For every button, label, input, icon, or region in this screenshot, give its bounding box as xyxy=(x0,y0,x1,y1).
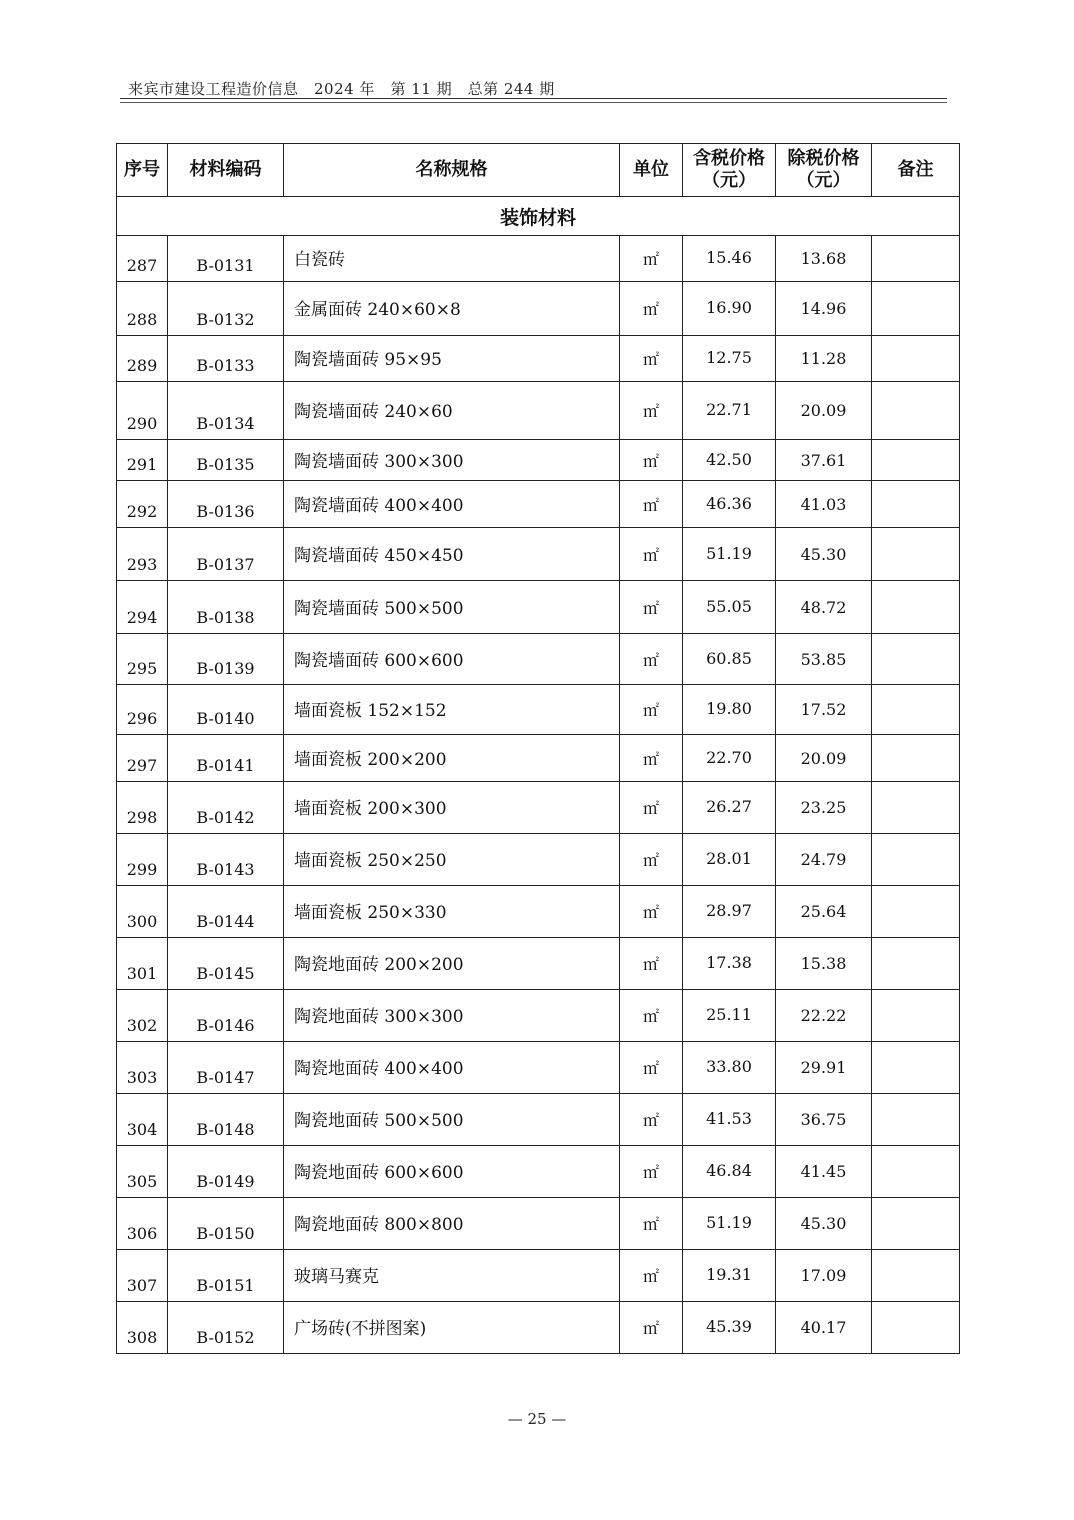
cell-seq: 302 xyxy=(117,990,168,1042)
cell-seq: 295 xyxy=(117,634,168,685)
header-code: 材料编码 xyxy=(168,144,284,197)
cell-seq: 292 xyxy=(117,481,168,528)
cell-tax-price: 19.31 xyxy=(683,1250,776,1302)
cell-notax-price: 25.64 xyxy=(776,886,872,938)
cell-name: 墙面瓷板 250×250 xyxy=(284,834,620,886)
cell-name: 陶瓷墙面砖 400×400 xyxy=(284,481,620,528)
cell-tax-price: 15.46 xyxy=(683,236,776,282)
cell-note xyxy=(872,1146,960,1198)
cell-name: 陶瓷地面砖 400×400 xyxy=(284,1042,620,1094)
cell-name: 陶瓷地面砖 300×300 xyxy=(284,990,620,1042)
cell-unit: ㎡ xyxy=(620,834,683,886)
table-row xyxy=(117,282,960,336)
table-row xyxy=(117,1042,960,1094)
cell-name: 陶瓷地面砖 600×600 xyxy=(284,1146,620,1198)
cell-notax-price: 36.75 xyxy=(776,1094,872,1146)
cell-unit: ㎡ xyxy=(620,685,683,735)
cell-code: B-0141 xyxy=(168,735,284,782)
header-notax-price xyxy=(776,144,872,197)
header-rule-thick xyxy=(120,98,947,99)
cell-unit: ㎡ xyxy=(620,782,683,834)
cell-notax-price: 48.72 xyxy=(776,581,872,634)
cell-name: 白瓷砖 xyxy=(284,236,620,282)
cell-code: B-0139 xyxy=(168,634,284,685)
table-row xyxy=(117,1302,960,1354)
cell-note xyxy=(872,481,960,528)
cell-note xyxy=(872,1042,960,1094)
cell-name: 陶瓷地面砖 200×200 xyxy=(284,938,620,990)
cell-unit: ㎡ xyxy=(620,481,683,528)
cell-code: B-0145 xyxy=(168,938,284,990)
cell-seq: 307 xyxy=(117,1250,168,1302)
cell-code: B-0150 xyxy=(168,1198,284,1250)
cell-name: 金属面砖 240×60×8 xyxy=(284,282,620,336)
cell-code: B-0146 xyxy=(168,990,284,1042)
table-row xyxy=(117,634,960,685)
header-seq: 序号 xyxy=(117,144,168,197)
cell-note xyxy=(872,1250,960,1302)
cell-tax-price: 42.50 xyxy=(683,440,776,481)
header-notax-price-line2: （元） xyxy=(796,170,851,191)
cell-name: 墙面瓷板 200×300 xyxy=(284,782,620,834)
cell-notax-price: 29.91 xyxy=(776,1042,872,1094)
table-row xyxy=(117,1250,960,1302)
cell-note xyxy=(872,282,960,336)
table-row xyxy=(117,336,960,382)
cell-code: B-0138 xyxy=(168,581,284,634)
cell-tax-price: 46.84 xyxy=(683,1146,776,1198)
cell-seq: 287 xyxy=(117,236,168,282)
table-row xyxy=(117,685,960,735)
cell-name: 陶瓷墙面砖 500×500 xyxy=(284,581,620,634)
cell-unit: ㎡ xyxy=(620,1146,683,1198)
cell-note xyxy=(872,382,960,440)
cell-notax-price: 17.52 xyxy=(776,685,872,735)
cell-notax-price: 13.68 xyxy=(776,236,872,282)
table-row xyxy=(117,782,960,834)
cell-notax-price: 45.30 xyxy=(776,528,872,581)
header-note: 备注 xyxy=(872,144,960,197)
cell-code: B-0133 xyxy=(168,336,284,382)
cell-code: B-0137 xyxy=(168,528,284,581)
cell-name: 陶瓷地面砖 500×500 xyxy=(284,1094,620,1146)
cell-name: 墙面瓷板 200×200 xyxy=(284,735,620,782)
cell-unit: ㎡ xyxy=(620,1198,683,1250)
section-row xyxy=(117,197,960,236)
table-row xyxy=(117,1094,960,1146)
cell-notax-price: 40.17 xyxy=(776,1302,872,1354)
cell-unit: ㎡ xyxy=(620,382,683,440)
table-row xyxy=(117,481,960,528)
cell-seq: 290 xyxy=(117,382,168,440)
cell-code: B-0147 xyxy=(168,1042,284,1094)
cell-seq: 298 xyxy=(117,782,168,834)
cell-code: B-0144 xyxy=(168,886,284,938)
cell-name: 陶瓷地面砖 800×800 xyxy=(284,1198,620,1250)
table-row xyxy=(117,938,960,990)
table-row xyxy=(117,236,960,282)
cell-tax-price: 12.75 xyxy=(683,336,776,382)
table-row xyxy=(117,440,960,481)
header-unit: 单位 xyxy=(620,144,683,197)
cell-seq: 294 xyxy=(117,581,168,634)
cell-unit: ㎡ xyxy=(620,735,683,782)
cell-notax-price: 15.38 xyxy=(776,938,872,990)
cell-note xyxy=(872,528,960,581)
cell-code: B-0132 xyxy=(168,282,284,336)
cell-note xyxy=(872,1198,960,1250)
cell-unit: ㎡ xyxy=(620,634,683,685)
cell-tax-price: 26.27 xyxy=(683,782,776,834)
header-rule-thin xyxy=(120,102,947,103)
cell-code: B-0152 xyxy=(168,1302,284,1354)
cell-unit: ㎡ xyxy=(620,336,683,382)
cell-unit: ㎡ xyxy=(620,1302,683,1354)
cell-unit: ㎡ xyxy=(620,1042,683,1094)
header-notax-price-line1: 除税价格 xyxy=(787,148,860,169)
cell-notax-price: 45.30 xyxy=(776,1198,872,1250)
cell-code: B-0143 xyxy=(168,834,284,886)
cell-code: B-0140 xyxy=(168,685,284,735)
price-table xyxy=(116,143,960,1354)
cell-notax-price: 11.28 xyxy=(776,336,872,382)
cell-note xyxy=(872,886,960,938)
section-title: 装饰材料 xyxy=(117,197,960,236)
cell-code: B-0149 xyxy=(168,1146,284,1198)
cell-seq: 297 xyxy=(117,735,168,782)
table-row xyxy=(117,735,960,782)
cell-name: 陶瓷墙面砖 600×600 xyxy=(284,634,620,685)
cell-code: B-0131 xyxy=(168,236,284,282)
cell-seq: 288 xyxy=(117,282,168,336)
cell-note xyxy=(872,735,960,782)
cell-tax-price: 22.71 xyxy=(683,382,776,440)
header-tax-price-line2: （元） xyxy=(702,170,756,191)
cell-notax-price: 17.09 xyxy=(776,1250,872,1302)
cell-tax-price: 41.53 xyxy=(683,1094,776,1146)
table-row xyxy=(117,382,960,440)
cell-note xyxy=(872,581,960,634)
cell-name: 墙面瓷板 152×152 xyxy=(284,685,620,735)
table-row xyxy=(117,1146,960,1198)
cell-note xyxy=(872,440,960,481)
cell-notax-price: 14.96 xyxy=(776,282,872,336)
cell-tax-price: 25.11 xyxy=(683,990,776,1042)
cell-notax-price: 20.09 xyxy=(776,382,872,440)
cell-seq: 303 xyxy=(117,1042,168,1094)
cell-seq: 308 xyxy=(117,1302,168,1354)
cell-notax-price: 53.85 xyxy=(776,634,872,685)
cell-tax-price: 33.80 xyxy=(683,1042,776,1094)
cell-seq: 299 xyxy=(117,834,168,886)
cell-seq: 300 xyxy=(117,886,168,938)
cell-code: B-0135 xyxy=(168,440,284,481)
cell-seq: 293 xyxy=(117,528,168,581)
cell-notax-price: 41.03 xyxy=(776,481,872,528)
cell-name: 广场砖(不拼图案) xyxy=(284,1302,620,1354)
cell-code: B-0148 xyxy=(168,1094,284,1146)
cell-unit: ㎡ xyxy=(620,1094,683,1146)
table-row xyxy=(117,581,960,634)
cell-notax-price: 37.61 xyxy=(776,440,872,481)
table-row xyxy=(117,990,960,1042)
cell-seq: 291 xyxy=(117,440,168,481)
cell-unit: ㎡ xyxy=(620,1250,683,1302)
cell-code: B-0136 xyxy=(168,481,284,528)
cell-notax-price: 41.45 xyxy=(776,1146,872,1198)
header-tax-price xyxy=(683,144,776,197)
cell-code: B-0134 xyxy=(168,382,284,440)
cell-tax-price: 17.38 xyxy=(683,938,776,990)
header-name: 名称规格 xyxy=(284,144,620,197)
cell-tax-price: 45.39 xyxy=(683,1302,776,1354)
cell-seq: 304 xyxy=(117,1094,168,1146)
cell-seq: 306 xyxy=(117,1198,168,1250)
cell-name: 陶瓷墙面砖 95×95 xyxy=(284,336,620,382)
cell-name: 陶瓷墙面砖 300×300 xyxy=(284,440,620,481)
cell-tax-price: 51.19 xyxy=(683,1198,776,1250)
cell-unit: ㎡ xyxy=(620,938,683,990)
header-tax-price-line1: 含税价格 xyxy=(693,148,765,169)
cell-note xyxy=(872,782,960,834)
cell-note xyxy=(872,1094,960,1146)
cell-unit: ㎡ xyxy=(620,440,683,481)
cell-name: 玻璃马赛克 xyxy=(284,1250,620,1302)
cell-notax-price: 24.79 xyxy=(776,834,872,886)
cell-name: 陶瓷墙面砖 450×450 xyxy=(284,528,620,581)
table-row xyxy=(117,528,960,581)
cell-tax-price: 46.36 xyxy=(683,481,776,528)
cell-code: B-0142 xyxy=(168,782,284,834)
cell-tax-price: 51.19 xyxy=(683,528,776,581)
cell-name: 墙面瓷板 250×330 xyxy=(284,886,620,938)
cell-note xyxy=(872,685,960,735)
cell-tax-price: 22.70 xyxy=(683,735,776,782)
cell-unit: ㎡ xyxy=(620,990,683,1042)
cell-note xyxy=(872,990,960,1042)
cell-unit: ㎡ xyxy=(620,282,683,336)
cell-unit: ㎡ xyxy=(620,886,683,938)
cell-tax-price: 28.97 xyxy=(683,886,776,938)
cell-notax-price: 20.09 xyxy=(776,735,872,782)
page-header: 来宾市建设工程造价信息 2024 年 第 11 期 总第 244 期 xyxy=(128,80,555,98)
cell-tax-price: 55.05 xyxy=(683,581,776,634)
cell-tax-price: 16.90 xyxy=(683,282,776,336)
cell-unit: ㎡ xyxy=(620,528,683,581)
cell-tax-price: 28.01 xyxy=(683,834,776,886)
cell-unit: ㎡ xyxy=(620,581,683,634)
cell-seq: 305 xyxy=(117,1146,168,1198)
cell-code: B-0151 xyxy=(168,1250,284,1302)
cell-note xyxy=(872,834,960,886)
cell-seq: 296 xyxy=(117,685,168,735)
cell-note xyxy=(872,236,960,282)
cell-name: 陶瓷墙面砖 240×60 xyxy=(284,382,620,440)
table-row xyxy=(117,1198,960,1250)
cell-unit: ㎡ xyxy=(620,236,683,282)
page-number: — 25 — xyxy=(507,1410,567,1428)
table-row xyxy=(117,886,960,938)
cell-seq: 289 xyxy=(117,336,168,382)
table-row xyxy=(117,834,960,886)
cell-seq: 301 xyxy=(117,938,168,990)
table-header-row xyxy=(117,144,960,197)
cell-note xyxy=(872,336,960,382)
cell-tax-price: 60.85 xyxy=(683,634,776,685)
cell-note xyxy=(872,1302,960,1354)
cell-notax-price: 23.25 xyxy=(776,782,872,834)
cell-note xyxy=(872,634,960,685)
cell-notax-price: 22.22 xyxy=(776,990,872,1042)
cell-tax-price: 19.80 xyxy=(683,685,776,735)
cell-note xyxy=(872,938,960,990)
